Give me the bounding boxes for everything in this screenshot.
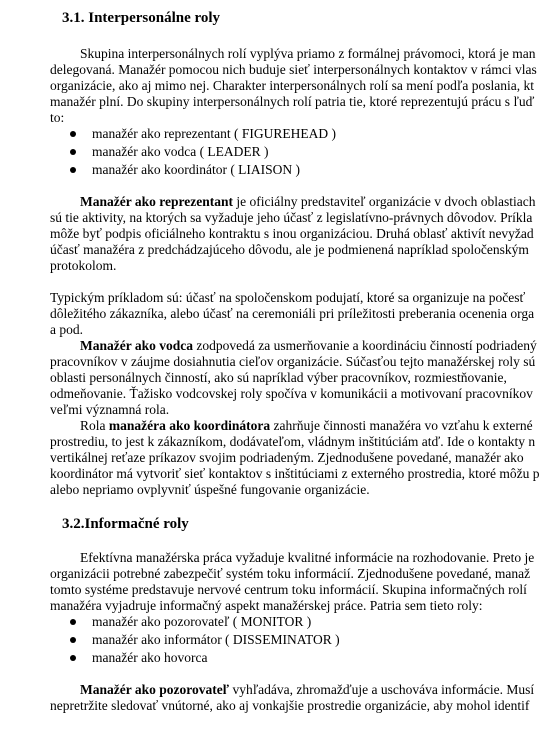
text-line: manažér plní. Do skupiny interpersonálnych rolí patria tie, ktoré reprezentujú prácu s ľuď xyxy=(50,94,535,109)
list-item: manažér ako informátor ( DISSEMINATOR ) xyxy=(92,632,340,647)
text-span: vyhľadáva, zhromažďuje a uschováva informácie. Musí xyxy=(229,682,535,697)
text-line: organizácie, ako aj mimo nej. Charakter interpersonálnych rolí sa mení podľa poslania, kt xyxy=(50,78,534,93)
bold-term: manažéra ako koordinátora xyxy=(108,418,271,433)
bold-term: Manažér ako pozorovateľ xyxy=(80,682,230,697)
text-span: zahrňuje činnosti manažéra vo vzťahu k externé xyxy=(270,418,533,433)
text-span: je oficiálny predstaviteľ organizácie v dvoch oblastiach xyxy=(232,194,536,209)
list-item: manažér ako vodca ( LEADER ) xyxy=(92,144,269,159)
bullet-dot-icon xyxy=(70,619,76,625)
text-line xyxy=(80,418,533,434)
bullet-dot-icon xyxy=(70,131,76,137)
text-line: účasť manažéra z predchádzajúceho dôvodu, ale je podmienená napríklad spoločenským xyxy=(50,242,529,257)
text-line: Typickým príkladom sú: účasť na spoločenskom podujatí, ktoré sa organizuje na počesť xyxy=(50,290,526,305)
text-line: veľmi významná rola. xyxy=(50,402,170,417)
text-line: tomto systéme predstavuje nervové centrum toku informácií. Skupina informačných rolí xyxy=(50,582,527,597)
text-line: vertikálnej reťaze príkazov svojim podriadeným. Zjednodušene povedané, manažér ako xyxy=(50,450,524,465)
bold-term: Manažér ako reprezentant xyxy=(80,194,233,209)
bullet-dot-icon xyxy=(70,637,76,643)
text-line: alebo nepriamo ovplyvniť úspešné fungovanie organizácie. xyxy=(50,482,370,497)
text-line: nepretržite sledovať vnútorné, ako aj vonkajšie prostredie organizácie, aby mohol identif xyxy=(50,698,530,713)
list-item: manažér ako koordinátor ( LIAISON ) xyxy=(92,162,301,177)
text-line: dôležitého zákazníka, alebo účasť na ceremoniáli pri príležitosti preberania ocenenia orga xyxy=(50,306,535,321)
bullet-dot-icon xyxy=(70,655,76,661)
text-line: sú tie aktivity, na ktorých sa vyžaduje jeho účasť z legislatívno-právnych dôvodov. Príkla xyxy=(50,210,533,225)
text-line xyxy=(80,194,535,210)
section-heading-3-2: 3.2.Informačné roly xyxy=(62,516,189,532)
text-line: Skupina interpersonálnych rolí vyplýva priamo z formálnej právomoci, ktorá je man xyxy=(80,46,536,61)
bullet-dot-icon xyxy=(70,149,76,155)
text-line: môže byť podpis oficiálneho kontraktu s inou organizáciou. Druhá oblasť aktivít nevyžad xyxy=(50,226,534,241)
list-item: manažér ako hovorca xyxy=(92,650,208,665)
text-line xyxy=(80,682,534,698)
text-span: zodpovedá za usmerňovanie a koordináciu činností podriadený xyxy=(193,338,537,353)
list-item: manažér ako pozorovateľ ( MONITOR ) xyxy=(92,614,312,629)
text-line: organizácii potrebné zabezpečiť systém toku informácií. Zjednodušene povedané, manaž xyxy=(50,566,531,581)
text-line: pracovníkov v záujme dosiahnutia cieľov organizácie. Súčasťou tejto manažérskej roly sú xyxy=(50,354,536,369)
text-line: koordinátor má vytvoriť sieť kontaktov s inštitúciami z externého prostredia, ktoré môžu p xyxy=(50,466,540,481)
text-line: protokolom. xyxy=(50,258,117,273)
text-line: Efektívna manažérska práca vyžaduje kvalitné informácie na rozhodovanie. Preto je xyxy=(80,550,535,565)
list-item: manažér ako reprezentant ( FIGUREHEAD ) xyxy=(92,126,337,141)
text-span: Rola xyxy=(80,418,109,433)
section-heading-3-1: 3.1. Interpersonálne roly xyxy=(62,10,221,26)
text-line: oblasti personálnych činností, ako sú napríklad výber pracovníkov, rozmiestňovanie, xyxy=(50,370,507,385)
text-line: prostrediu, to jest k zákazníkom, dodávateľom, vládnym inštitúciám atď. Ide o kontakty n xyxy=(50,434,536,449)
bullet-dot-icon xyxy=(70,167,76,173)
text-line: odmeňovanie. Ťažisko vodcovskej roly spočíva v komunikácii a motivovaní pracovníkov xyxy=(50,386,533,401)
text-line: to: xyxy=(50,110,65,125)
text-line: manažéra vyjadruje informačný aspekt manažérskej práce. Patria sem tieto roly: xyxy=(50,598,483,613)
bold-term: Manažér ako vodca xyxy=(80,338,193,353)
text-line xyxy=(80,338,537,354)
text-line: delegovaná. Manažér pomocou nich buduje sieť interpersonálnych kontaktov v rámci vlas xyxy=(50,62,537,77)
text-line: a pod. xyxy=(50,322,83,337)
